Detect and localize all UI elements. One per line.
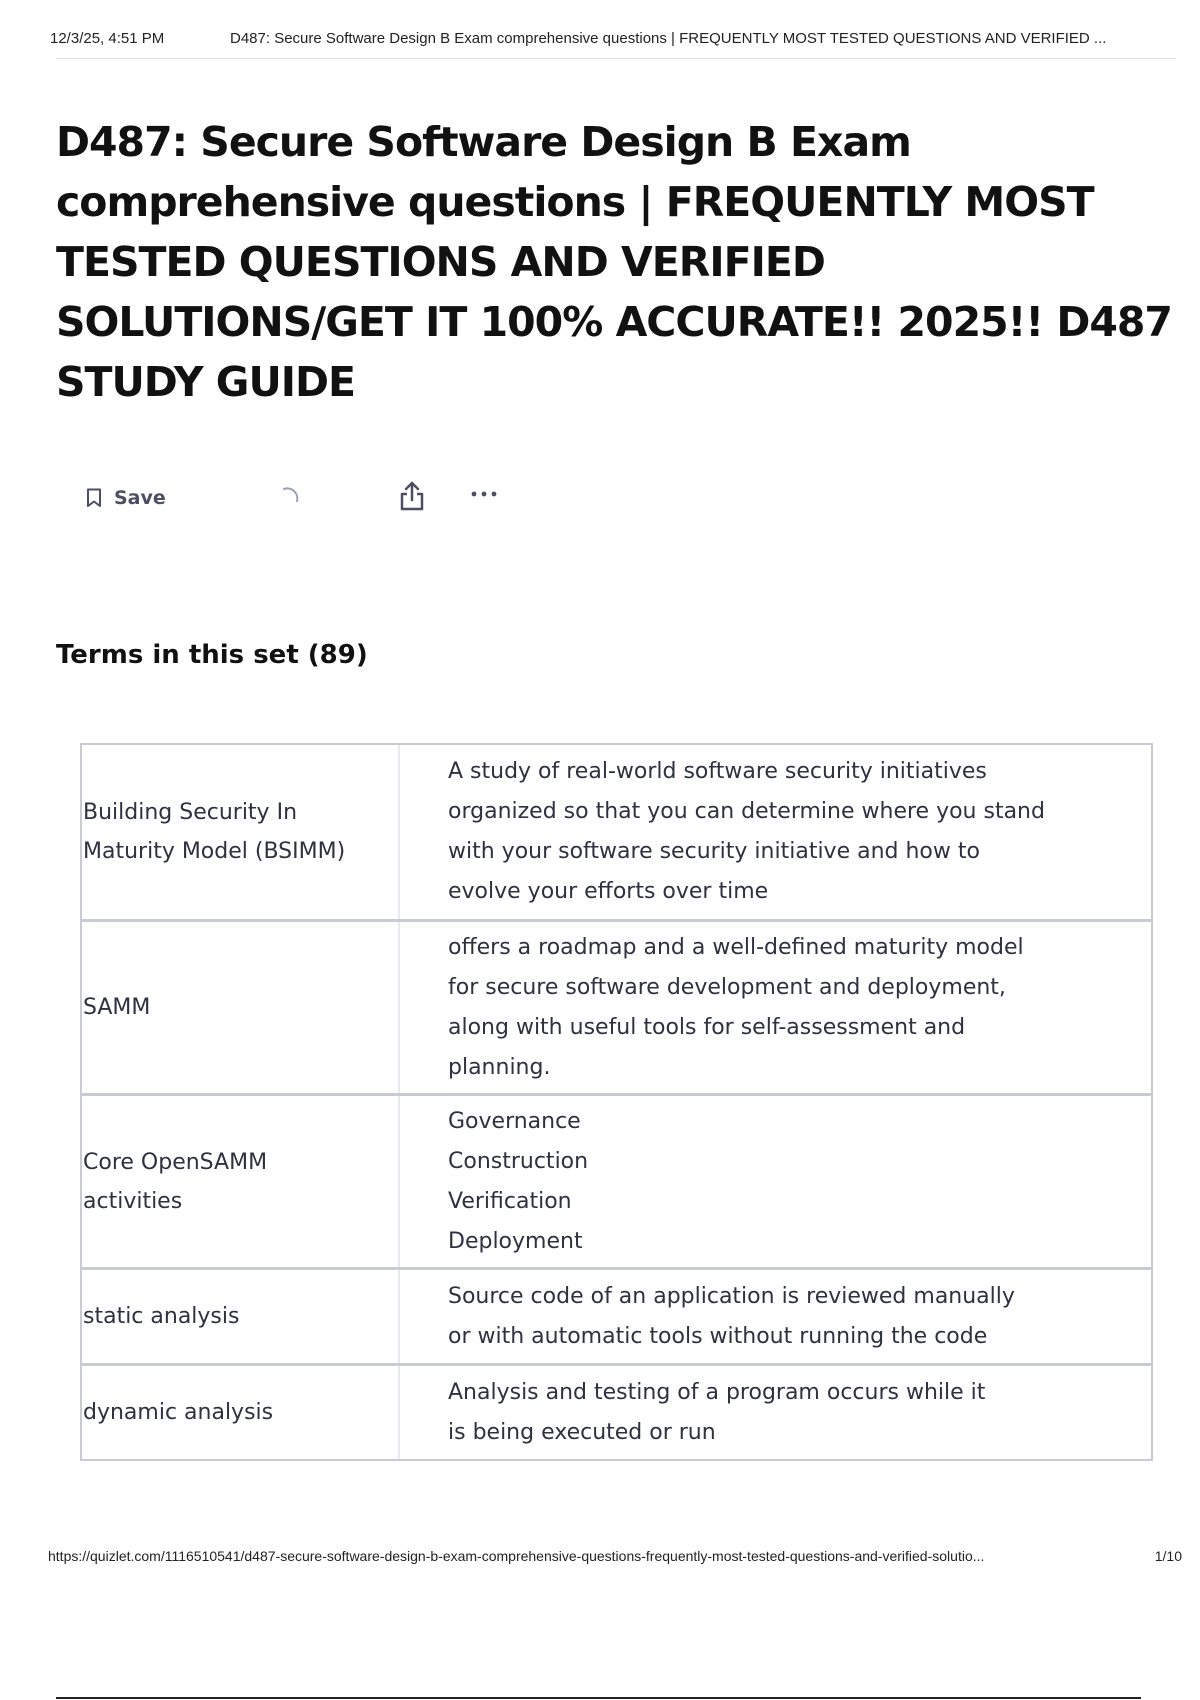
more-icon[interactable]	[469, 484, 499, 504]
table-row	[82, 1363, 1151, 1459]
share-icon[interactable]	[398, 480, 426, 512]
definition-cell	[400, 1096, 1151, 1267]
definition-text: Analysis and testing of a program occurs while it is being executed or run	[448, 1379, 986, 1445]
term-cell	[82, 1366, 400, 1459]
page-bottom-rule	[56, 1697, 1141, 1699]
table-row	[82, 745, 1151, 919]
table-row	[82, 919, 1151, 1093]
print-header	[50, 28, 1180, 58]
term-text: dynamic analysis	[83, 1400, 274, 1425]
term-text: static analysis	[83, 1304, 240, 1329]
print-document-title: D487: Secure Software Design B Exam comprehensive questions | FREQUENTLY MOST TESTED QUESTIONS AND VERIFIED ...	[230, 30, 1107, 47]
definition-text: Source code of an application is reviewed manually or with automatic tools without running the code	[448, 1283, 1015, 1349]
term-text: Building Security In Maturity Model (BSIMM)	[83, 800, 346, 864]
term-text: Core OpenSAMM activities	[83, 1149, 268, 1214]
save-button[interactable]	[86, 478, 166, 518]
page-title: D487: Secure Software Design B Exam comprehensive questions | FREQUENTLY MOST TESTED QUESTIONS AND VERIFIED SOLUTIONS/GET IT 100% ACCURATE!! 2025!! D487 STUDY GUIDE	[56, 118, 1172, 406]
term-cell	[82, 1270, 400, 1363]
bookmark-icon	[86, 488, 102, 508]
print-datetime: 12/3/25, 4:51 PM	[50, 30, 165, 47]
save-label: Save	[114, 487, 166, 509]
definition-cell	[400, 1366, 1151, 1459]
definition-text: offers a roadmap and a well-defined maturity model for secure software development and deployment, along with useful tools for self-assessment and planning.	[448, 934, 1024, 1080]
table-row	[82, 1267, 1151, 1363]
definition-cell	[400, 922, 1151, 1093]
terms-table	[80, 743, 1153, 1461]
header-divider	[56, 58, 1176, 59]
definition-cell	[400, 745, 1151, 919]
spinner-icon	[276, 484, 302, 510]
print-footer	[48, 1548, 1182, 1572]
print-url: https://quizlet.com/1116510541/d487-secure-software-design-b-exam-comprehensive-questions-frequently-most-tested-questions-and-verified-solutio...	[48, 1548, 985, 1564]
terms-heading: Terms in this set (89)	[56, 640, 368, 670]
definition-text: Governance Construction Verification Deployment	[448, 1108, 589, 1254]
term-text: SAMM	[83, 995, 151, 1020]
table-row	[82, 1093, 1151, 1267]
page-number: 1/10	[1154, 1548, 1182, 1564]
term-cell	[82, 745, 400, 919]
term-cell	[82, 922, 400, 1093]
term-cell	[82, 1096, 400, 1267]
definition-text: A study of real-world software security initiatives organized so that you can determine where you stand with your software security initiative and how to evolve your efforts over time	[448, 759, 1045, 904]
set-toolbar	[86, 478, 536, 518]
definition-cell	[400, 1270, 1151, 1363]
